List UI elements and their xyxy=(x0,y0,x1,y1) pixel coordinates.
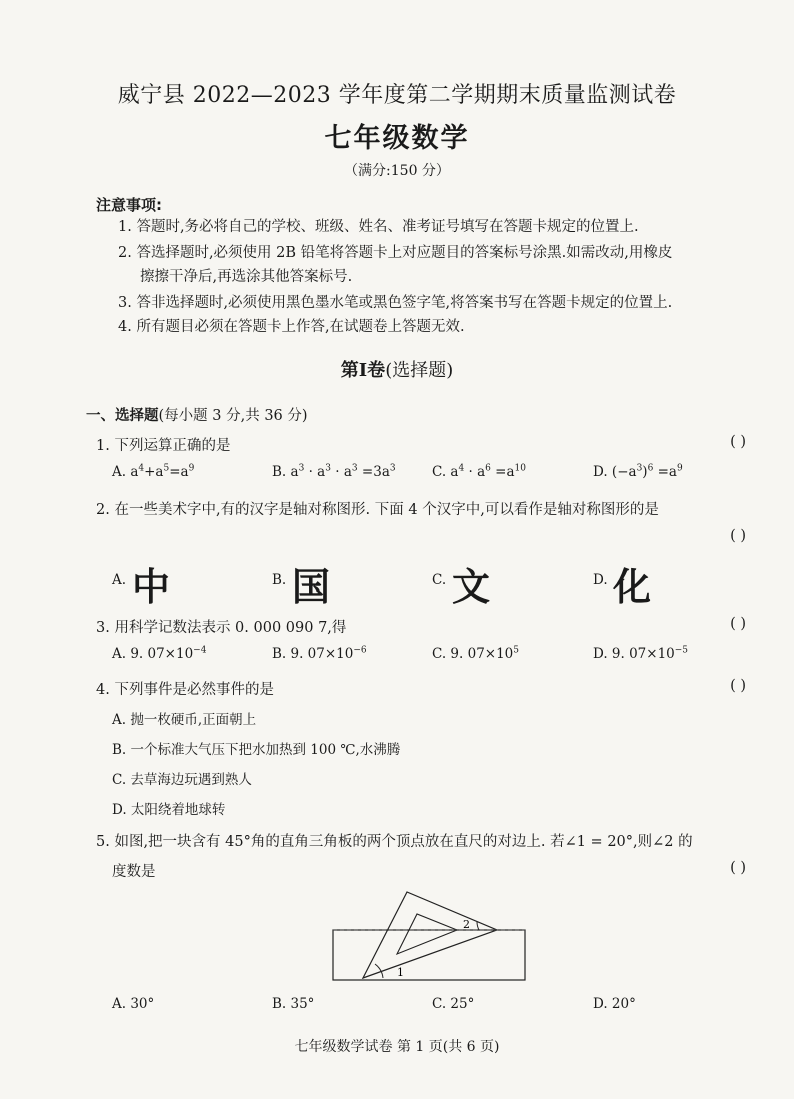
q3d-exp: −5 xyxy=(674,645,689,656)
q3-option-d xyxy=(593,646,688,662)
section-heading xyxy=(0,356,794,382)
q1d-t0: D. (−a xyxy=(593,464,637,480)
q1c-s3: 6 xyxy=(485,463,491,474)
q3-option-b xyxy=(272,646,367,662)
q1d-t4: =a xyxy=(653,464,677,480)
part-heading-rest: (每小题 3 分,共 36 分) xyxy=(158,408,308,424)
q1c-s5: 10 xyxy=(514,463,526,474)
question-1-stem: 1. 下列运算正确的是 xyxy=(96,438,231,454)
q5-option-d: D. 20° xyxy=(593,996,636,1012)
q1c-t0: C. a xyxy=(432,464,459,480)
question-5-stem-line2: 度数是 xyxy=(112,864,156,880)
q1b-s1: 3 xyxy=(298,463,305,474)
q3a-exp: −4 xyxy=(193,645,207,656)
q4-option-a: A. 抛一枚硬币,正面朝上 xyxy=(112,712,257,728)
exam-title: 威宁县 2022—2023 学年度第二学期期末质量监测试卷 xyxy=(117,83,677,108)
section-heading-rest: (选择题) xyxy=(385,360,454,381)
q3a-base: A. 9. 07×10 xyxy=(112,646,194,662)
q1b-s7: 3 xyxy=(389,463,396,474)
q2-option-b-char: 国 xyxy=(292,565,331,609)
q1a-t4: =a xyxy=(169,464,189,480)
answer-paren-4: ( ) xyxy=(730,678,746,694)
q4-option-d: D. 太阳绕着地球转 xyxy=(112,802,226,818)
q2-option-c-label: C. xyxy=(432,572,447,588)
q1d-t2: ) xyxy=(642,464,648,480)
q5-option-c: C. 25° xyxy=(432,996,475,1012)
q2-option-d-char: 化 xyxy=(613,565,652,609)
notice-item-2: 2. 答选择题时,必须使用 2B 铅笔将答题卡上对应题目的答案标号涂黑.如需改动,用橡皮 xyxy=(118,245,673,261)
q2-option-b-label: B. xyxy=(272,572,287,588)
q5-option-b: B. 35° xyxy=(272,996,315,1012)
q1b-t6: =3a xyxy=(357,464,390,480)
answer-paren-5: ( ) xyxy=(730,860,746,876)
question-5-stem-line1: 5. 如图,把一块含有 45°角的直角三角板的两个顶点放在直尺的对边上. 若∠1 = 20°,则∠2 的 xyxy=(96,834,693,850)
q1-option-c xyxy=(432,464,526,480)
q2-option-a-label: A. xyxy=(112,572,127,588)
answer-paren-3: ( ) xyxy=(730,616,746,632)
page-footer: 七年级数学试卷 第 1 页(共 6 页) xyxy=(294,1039,500,1055)
q2-option-a-char: 中 xyxy=(132,565,171,609)
q1-option-d xyxy=(593,464,683,480)
ruler-shape xyxy=(333,930,525,980)
q1a-s1: 4 xyxy=(138,463,145,474)
answer-paren-1: ( ) xyxy=(730,434,746,450)
triangle-outer xyxy=(363,892,497,978)
q1a-t2: +a xyxy=(144,464,164,480)
q1c-t4: =a xyxy=(490,464,515,480)
q1c-t2: · a xyxy=(464,464,486,480)
q5-option-a: A. 30° xyxy=(112,996,155,1012)
full-score: （满分:150 分） xyxy=(344,163,450,179)
q1d-s1: 3 xyxy=(636,463,643,474)
answer-paren-2: ( ) xyxy=(730,528,746,544)
angle-1-label: 1 xyxy=(397,966,404,979)
q3c-base: C. 9. 07×10 xyxy=(432,646,514,662)
notice-item-3: 3. 答非选择题时,必须使用黑色墨水笔或黑色签字笔,将答案书写在答题卡规定的位置上. xyxy=(118,295,673,311)
q1c-s1: 4 xyxy=(458,463,465,474)
q3c-exp: 5 xyxy=(513,645,520,656)
q1a-t0: A. a xyxy=(112,464,139,480)
q3-option-c xyxy=(432,646,519,662)
angle-2-label: 2 xyxy=(463,918,470,931)
section-heading-bold: 第Ⅰ卷 xyxy=(340,360,386,381)
q1a-s3: 5 xyxy=(163,463,170,474)
q1b-t2: · a xyxy=(304,464,326,480)
q2-option-d-label: D. xyxy=(593,572,608,588)
part-heading-bold: 一、选择题 xyxy=(86,408,159,424)
q1d-s5: 9 xyxy=(676,463,683,474)
q1b-t4: · a xyxy=(330,464,352,480)
ruler-triangle-figure xyxy=(325,884,535,988)
q3b-exp: −6 xyxy=(353,645,367,656)
q1b-t0: B. a xyxy=(272,464,299,480)
notice-item-4: 4. 所有题目必须在答题卡上作答,在试题卷上答题无效. xyxy=(118,319,465,335)
q1a-s5: 9 xyxy=(188,463,195,474)
q3-option-a xyxy=(112,646,206,662)
q1-option-b xyxy=(272,464,396,480)
notice-item-2-cont: 擦擦干净后,再选涂其他答案标号. xyxy=(140,269,353,285)
q1b-s3: 3 xyxy=(325,463,331,474)
question-2-stem: 2. 在一些美术字中,有的汉字是轴对称图形. 下面 4 个汉字中,可以看作是轴对称图形的是 xyxy=(96,502,659,518)
q1d-s3: 6 xyxy=(647,463,654,474)
notice-heading: 注意事项: xyxy=(96,196,162,214)
q1b-s5: 3 xyxy=(351,463,358,474)
q1-option-a xyxy=(112,464,194,480)
subject-title: 七年级数学 xyxy=(324,123,470,154)
angle-2-arc xyxy=(477,922,479,930)
notice-item-1: 1. 答题时,务必将自己的学校、班级、姓名、准考证号填写在答题卡规定的位置上. xyxy=(118,219,639,235)
question-3-stem: 3. 用科学记数法表示 0. 000 090 7,得 xyxy=(96,620,347,636)
q3d-base: D. 9. 07×10 xyxy=(593,646,675,662)
part-heading xyxy=(86,404,736,425)
q4-option-c: C. 去草海边玩遇到熟人 xyxy=(112,772,252,788)
q4-option-b: B. 一个标准大气压下把水加热到 100 ℃,水沸腾 xyxy=(112,742,401,758)
question-4-stem: 4. 下列事件是必然事件的是 xyxy=(96,682,274,698)
q3b-base: B. 9. 07×10 xyxy=(272,646,354,662)
q2-option-c-char: 文 xyxy=(452,565,491,609)
